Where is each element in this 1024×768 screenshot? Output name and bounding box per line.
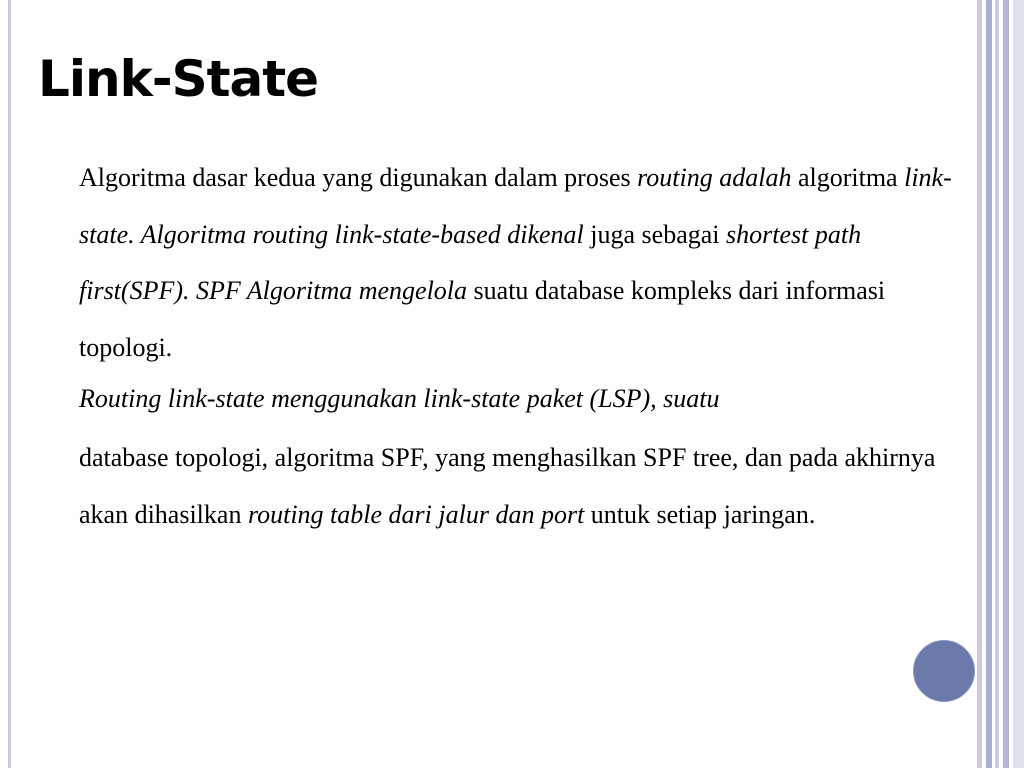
right-decorative-stripe bbox=[1003, 0, 1009, 768]
slide-title: Link-State bbox=[38, 50, 319, 108]
paragraph-3 bbox=[79, 430, 969, 543]
paragraph-2 bbox=[79, 376, 969, 422]
slide-body bbox=[79, 150, 969, 543]
paragraph-1 bbox=[79, 150, 969, 376]
text-run: Algoritma dasar kedua yang digunakan dalam proses bbox=[79, 163, 638, 192]
right-decorative-stripe bbox=[995, 0, 999, 768]
text-run-italic: Routing link-state menggunakan link-state paket (LSP), suatu bbox=[79, 384, 720, 413]
decorative-circle bbox=[913, 640, 975, 702]
text-run-italic: routing adalah bbox=[637, 163, 792, 192]
text-run-italic: link-state. Algoritma routing link-state-based dikenal bbox=[79, 163, 952, 249]
text-run-italic: routing table dari jalur dan port bbox=[247, 499, 585, 529]
text-run: suatu database kompleks dari informasi topologi. bbox=[79, 276, 886, 362]
text-run: algoritma bbox=[791, 163, 905, 192]
text-run: database topologi, algoritma SPF, yang menghasilkan SPF tree, dan pada akhirnya akan dihasilkan bbox=[79, 443, 936, 529]
text-run: juga sebagai bbox=[583, 219, 727, 249]
left-border-line bbox=[8, 0, 11, 768]
text-run-italic: shortest path first(SPF). SPF Algoritma mengelola bbox=[79, 219, 862, 305]
right-decorative-stripe bbox=[1013, 0, 1024, 768]
right-decorative-stripe bbox=[986, 0, 992, 768]
text-run: untuk setiap jaringan. bbox=[584, 499, 816, 529]
right-decorative-stripe bbox=[977, 0, 982, 768]
